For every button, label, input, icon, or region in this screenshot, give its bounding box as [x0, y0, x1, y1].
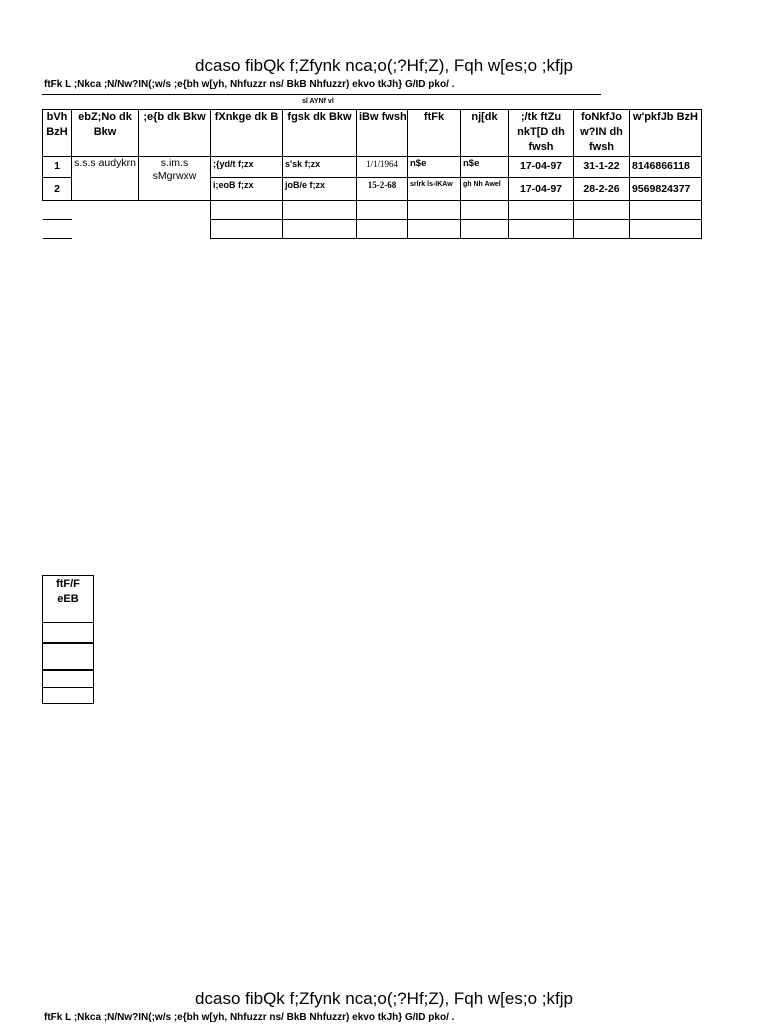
cell-mobile: 8146866118	[630, 157, 702, 178]
footer-title: dcaso fibQk f;Zfynk nca;o(;?Hf;Z), Fqh w[es;o ;kfjp	[195, 989, 573, 1008]
col-header-retirement-date: foNkfJo w?IN dh fwsh	[574, 110, 630, 157]
footer-subtitle: ftFk L ;Nkca ;N/Nw?IN(;w/s ;e{bh w[yh, Nhfuzzr ns/ BkB Nhfuzzr) ekvo tkJh} G/ID pko/ .	[44, 1012, 455, 1023]
col-header-post: nj[dk	[461, 110, 509, 157]
cell-father: joB/e f;zx	[283, 178, 357, 201]
small-table-header: ftF/F eEB	[43, 576, 94, 623]
table-caption: sl AYNf vl	[302, 98, 334, 105]
cell-joining-date: 17-04-97	[509, 178, 574, 201]
cell-retirement-date: 28-2-26	[574, 178, 630, 201]
cell-dob: 1/1/1964	[357, 157, 408, 178]
cell-sr: 2	[43, 178, 72, 201]
cell-post: n$e	[461, 157, 509, 178]
col-header-sr: bVh BzH	[43, 110, 72, 157]
small-table-row	[43, 670, 94, 688]
table-row	[43, 157, 702, 178]
page-title: dcaso fibQk f;Zfynk nca;o(;?Hf;Z), Fqh w[es;o ;kfjp	[195, 56, 573, 75]
small-table-row	[43, 623, 94, 644]
cell-joining-date: 17-04-97	[509, 157, 574, 178]
small-table	[42, 575, 94, 704]
subtitle-underline	[42, 94, 601, 95]
col-header-dob: iBw fwsh	[357, 110, 408, 157]
staff-table	[42, 109, 702, 239]
cell-subject: n$e	[408, 157, 461, 178]
col-header-name: fXnkge dk B	[211, 110, 283, 157]
cell-sr: 1	[43, 157, 72, 178]
cell-name: i;eoB f;zx	[211, 178, 283, 201]
page-subtitle: ftFk L ;Nkca ;N/Nw?IN(;w/s ;e{bh w[yh, Nhfuzzr ns/ BkB Nhfuzzr) ekvo tkJh} G/ID pko/ .	[44, 79, 455, 90]
col-header-employee: ebZ;No dk Bkw	[72, 110, 139, 157]
cell-dob: 15-2-68	[357, 178, 408, 201]
cell-father: s'sk f;zx	[283, 157, 357, 178]
cell-employee: s.s.s audykrn	[72, 157, 139, 201]
cell-school: s.im.s sMgrwxw	[139, 157, 211, 201]
cell-mobile: 9569824377	[630, 178, 702, 201]
col-header-subject: ftFk	[408, 110, 461, 157]
small-table-row	[43, 643, 94, 670]
col-header-father: fgsk dk Bkw	[283, 110, 357, 157]
cell-name: ;{yd/t f;zx	[211, 157, 283, 178]
table-row-empty	[43, 201, 702, 220]
cell-subject: srlrk ls-IKAw	[408, 178, 461, 201]
cell-post: gh Nh Awel	[461, 178, 509, 201]
col-header-school: ;e{b dk Bkw	[139, 110, 211, 157]
col-header-joining-date: ;/tk ftZu nkT[D dh fwsh	[509, 110, 574, 157]
table-header-row	[43, 110, 702, 157]
cell-retirement-date: 31-1-22	[574, 157, 630, 178]
table-row-empty	[43, 220, 702, 239]
small-table-row	[43, 688, 94, 704]
col-header-mobile: w'pkfJb BzH	[630, 110, 702, 157]
